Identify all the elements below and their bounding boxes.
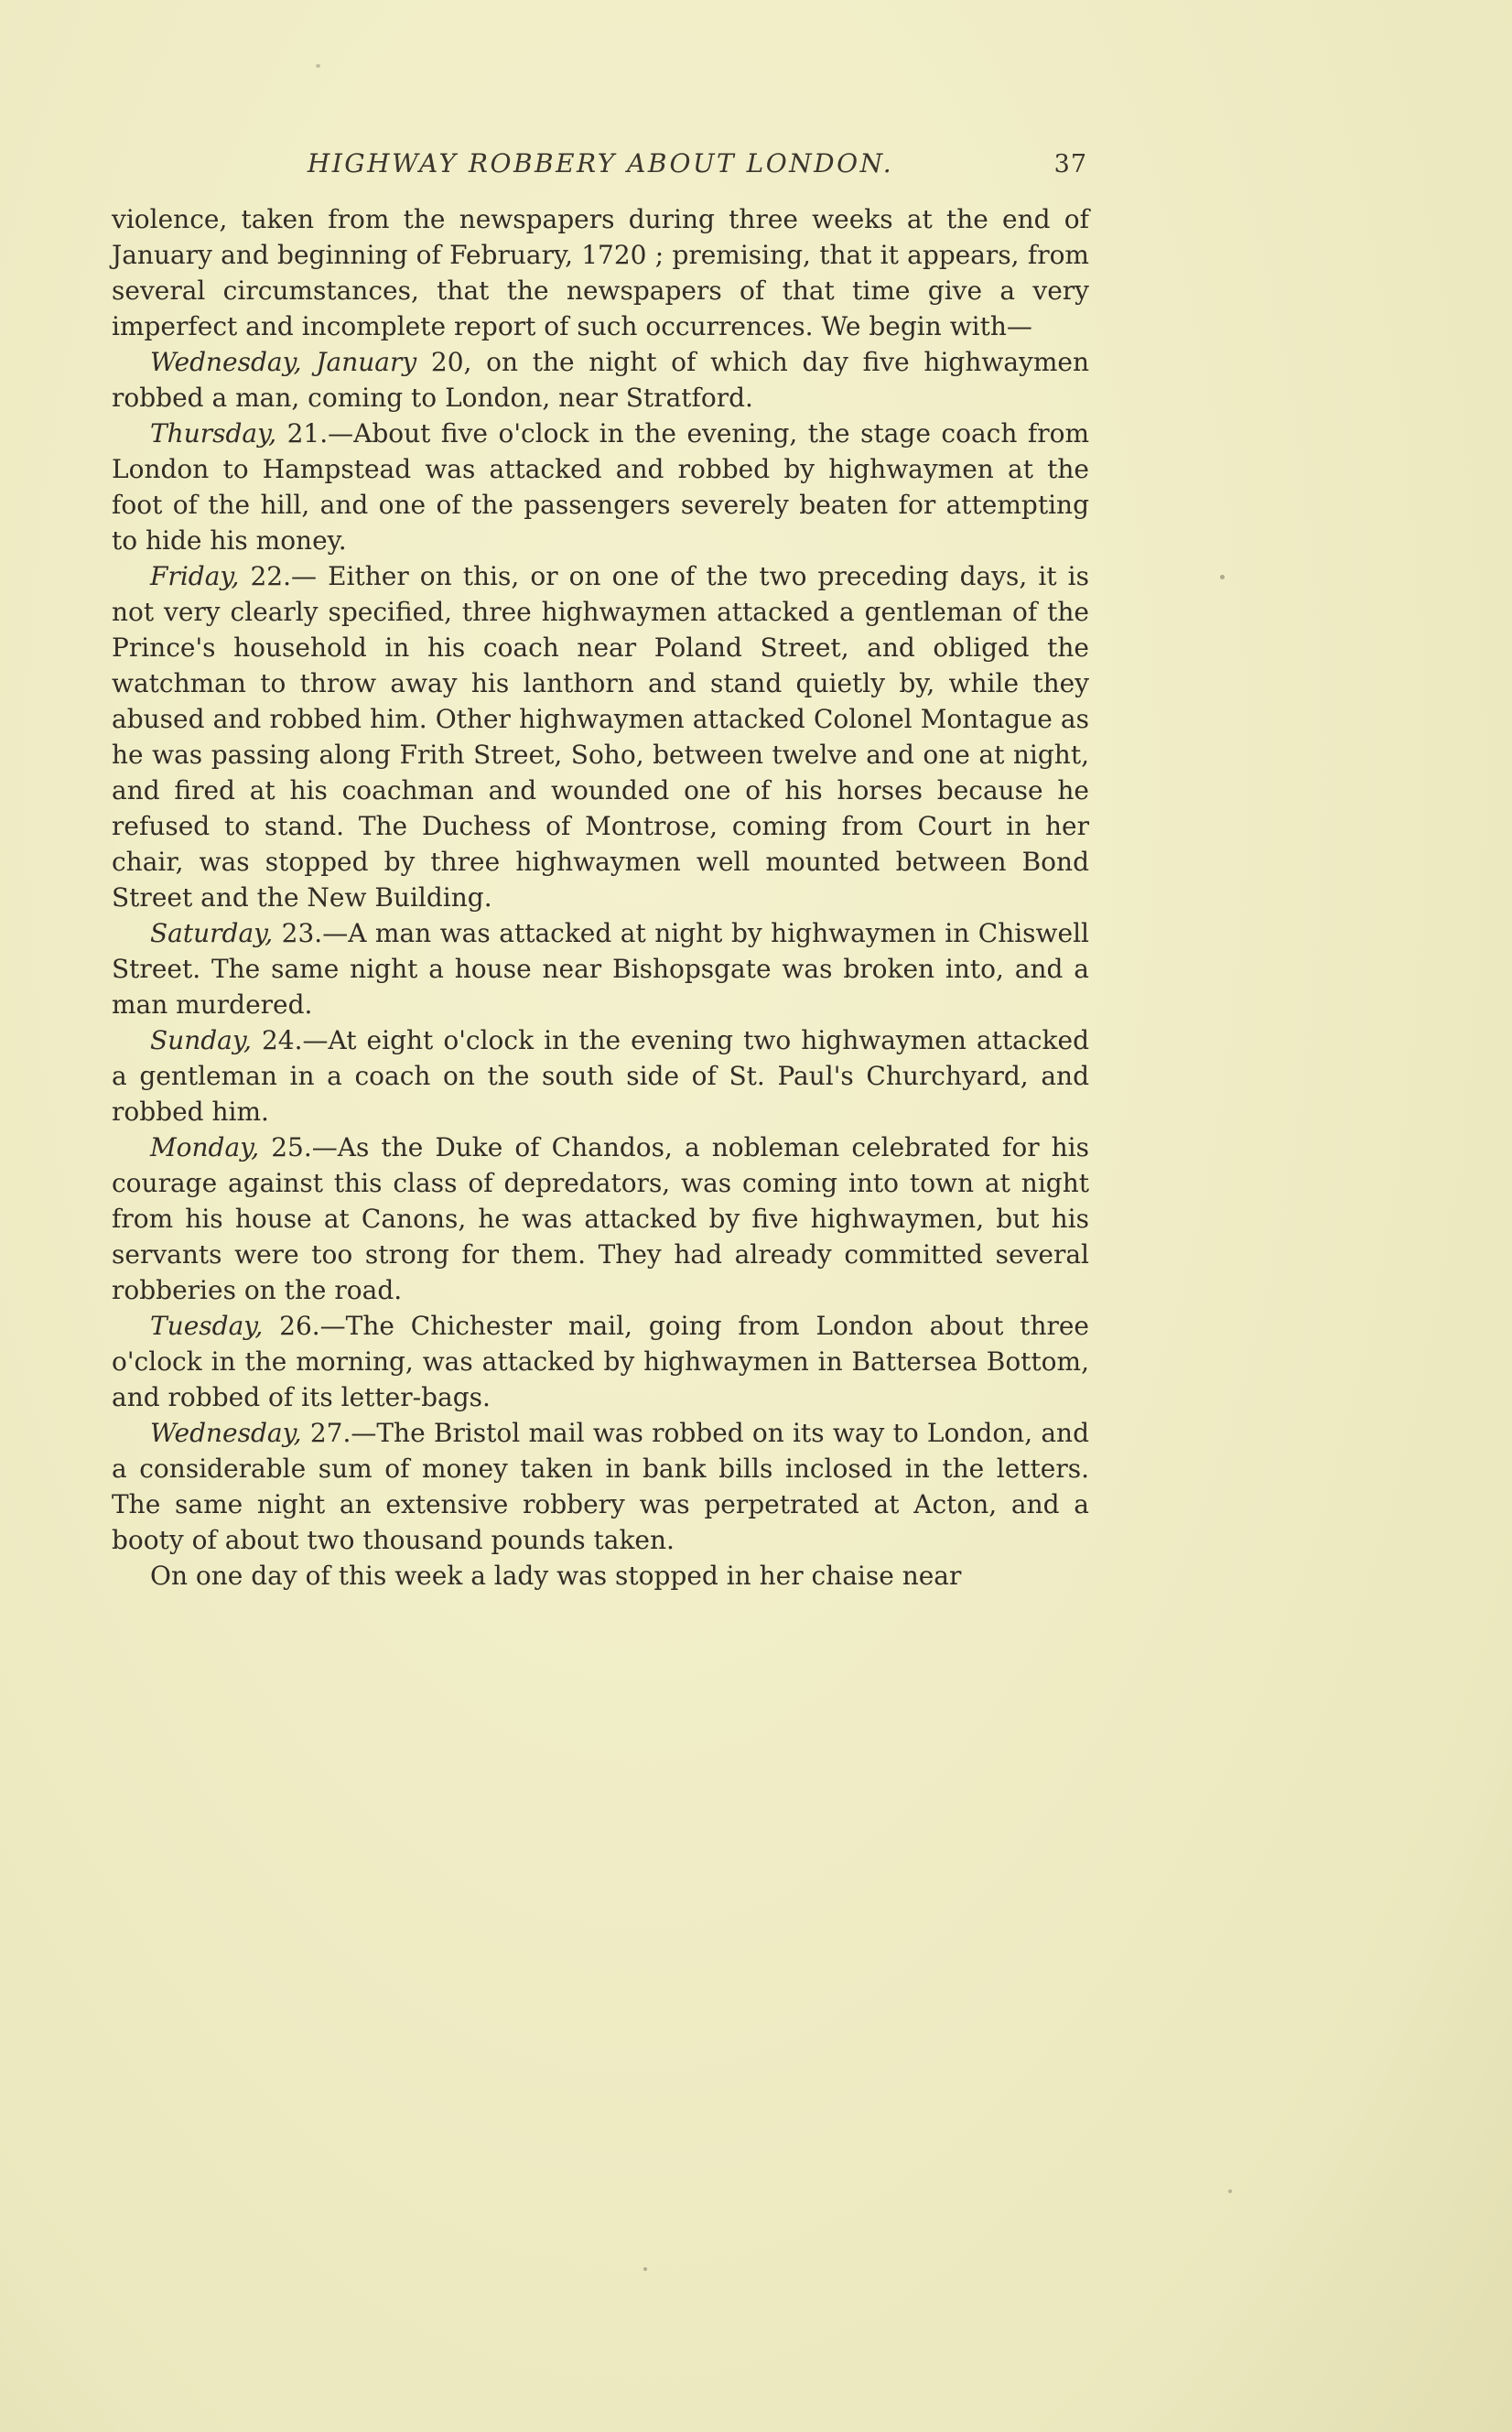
paragraph [112, 558, 1089, 915]
paragraph-text: 24.—At eight o'clock in the evening two highwaymen attacked a gentleman in a coach on the south side of St. Paul's Churchyard, and robbed him. [112, 1025, 1089, 1127]
paragraph [112, 201, 1089, 344]
paragraph-text: 22.— Either on this, or on one of the two preceding days, it is not very clearly specified, three highwaymen attacked a gentleman of the Prince's household in his coach near Poland Street, and obliged the watchman to throw away his lanthorn and stand quietly by, while they abused and robbed him. Other highwaymen attacked Colonel Montague as he was passing along Frith Street, Soho, between twelve and one at night, and fired at his coachman and wounded one of his horses because he refused to stand. The Duchess of Montrose, coming from Court in her chair, was stopped by three highwaymen well mounted between Bond Street and the New Building. [112, 561, 1089, 913]
paragraph-text: violence, taken from the newspapers during three weeks at the end of January and beginning of February, 1720 ; premising, that it appears, from several circumstances, that the newspapers of that time give a very imperfect and incomplete report of such occurrences. We begin with— [112, 204, 1089, 341]
paragraph-text: 25.—As the Duke of Chandos, a nobleman celebrated for his courage against this class of depredators, was coming into town at night from his house at Canons, he was attacked by five highwaymen, but his servants were too strong for them. They had already committed several robberies on the road. [112, 1132, 1089, 1305]
page-header [112, 148, 1089, 187]
paragraph-lead: Thursday, [150, 418, 277, 449]
text-block [112, 201, 1089, 1594]
running-title: HIGHWAY ROBBERY ABOUT LONDON. [307, 148, 894, 178]
paragraph-lead: Friday, [150, 561, 240, 591]
paragraph [112, 1415, 1089, 1558]
paragraph [112, 1022, 1089, 1130]
paragraph-text: On one day of this week a lady was stopped in her chaise near [150, 1561, 962, 1591]
paragraph-text: 20, on the night of which day five highwaymen robbed a man, coming to London, near Stratford. [112, 347, 1089, 413]
paragraph [112, 1558, 1089, 1594]
paragraph-lead: Sunday, [150, 1025, 252, 1055]
paragraph [112, 416, 1089, 558]
paragraph-lead: Wednesday, January [150, 347, 417, 377]
paragraph [112, 915, 1089, 1022]
paragraph-text: 21.—About five o'clock in the evening, the stage coach from London to Hampstead was attacked and robbed by highwaymen at the foot of the hill, and one of the passengers severely beaten for attempting to hide his money. [112, 418, 1089, 556]
page-number: 37 [1053, 150, 1087, 178]
paragraph-lead: Saturday, [150, 918, 274, 948]
paragraph-lead: Monday, [150, 1132, 260, 1162]
paragraph [112, 1308, 1089, 1415]
scan-speck [1228, 2189, 1232, 2193]
paragraph-lead: Tuesday, [150, 1311, 264, 1341]
paragraph-text: 26.—The Chichester mail, going from London about three o'clock in the morning, was attacked by highwaymen in Battersea Bottom, and robbed of its letter-bags. [112, 1311, 1089, 1412]
scan-speck [316, 64, 320, 68]
scan-speck [643, 2267, 647, 2271]
scan-speck [1220, 575, 1225, 579]
paragraph-text: 23.—A man was attacked at night by highwaymen in Chiswell Street. The same night a house near Bishopsgate was broken into, and a man murdered. [112, 918, 1089, 1020]
paragraph [112, 344, 1089, 416]
paragraph [112, 1130, 1089, 1308]
paragraph-text: 27.—The Bristol mail was robbed on its way to London, and a considerable sum of money taken in bank bills inclosed in the letters. The same night an extensive robbery was perpetrated at Acton, and a booty of about two thousand pounds taken. [112, 1418, 1089, 1555]
paragraph-lead: Wednesday, [150, 1418, 302, 1448]
